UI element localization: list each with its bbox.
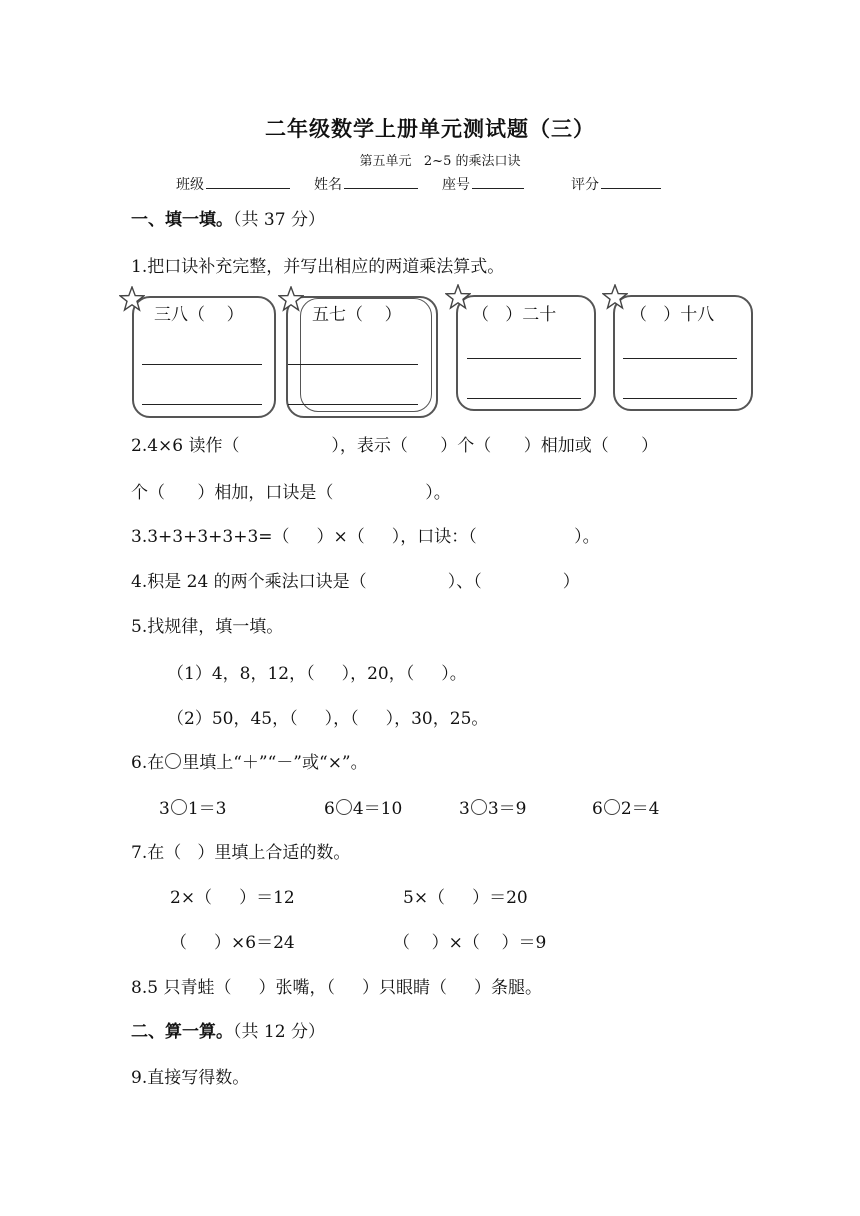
seat-blank[interactable] (472, 174, 524, 189)
question-7-b: 5×（ ）＝20 (403, 888, 528, 908)
answer-line[interactable] (467, 358, 581, 359)
operator-circle[interactable] (471, 799, 487, 815)
question-2-line-1: 2.4×6 读作（ ），表示（ ）个（ ）相加或（ ） (131, 436, 659, 456)
question-7-c: （ ）×6＝24 (170, 933, 295, 953)
answer-line[interactable] (142, 364, 262, 365)
circle-icon (165, 753, 181, 769)
seat-label: 座号 (442, 177, 470, 193)
operator-item-4 (592, 794, 659, 819)
question-3: 3.3+3+3+3+3=（ ）×（ ），口诀：（ ）。 (131, 527, 600, 547)
question-5: 5.找规律，填一填。 (131, 617, 284, 637)
section-heading-2-points: （共 12 分） (233, 1022, 325, 1042)
page-subtitle: 第五单元 2~5 的乘法口诀 (359, 154, 521, 169)
score-field[interactable] (571, 174, 661, 194)
answer-line[interactable] (288, 404, 418, 405)
section-heading-1-text: 一、填一填。 (131, 210, 233, 230)
class-label: 班级 (176, 177, 204, 193)
class-field[interactable] (176, 174, 290, 194)
question-6 (131, 748, 368, 773)
star-icon (119, 286, 145, 312)
answer-line[interactable] (623, 358, 737, 359)
question-7: 7.在（ ）里填上合适的数。 (131, 843, 351, 863)
question-5-sub-2: （2）50，45，（ ），（ ），30，25。 (167, 709, 489, 729)
seat-field[interactable] (442, 174, 524, 194)
card-4-prompt: （ ）十八 (630, 305, 715, 325)
card-2-prompt: 五七（ ） (312, 305, 402, 325)
answer-line[interactable] (288, 364, 418, 365)
operator-circle[interactable] (604, 799, 620, 815)
operator-circle[interactable] (171, 799, 187, 815)
card-3-prompt: （ ）二十 (472, 305, 557, 325)
question-4: 4.积是 24 的两个乘法口诀是（ ）、（ ） (131, 572, 580, 592)
question-9: 9.直接写得数。 (131, 1068, 250, 1088)
answer-line[interactable] (467, 398, 581, 399)
section-heading-1 (131, 205, 325, 230)
name-field[interactable] (314, 174, 418, 194)
operator-item-3 (459, 794, 526, 819)
score-blank[interactable] (601, 174, 661, 189)
question-8: 8.5 只青蛙（ ）张嘴，（ ）只眼睛（ ）条腿。 (131, 978, 542, 998)
operand: 1＝3 (187, 799, 227, 819)
operand: 6 (592, 799, 603, 819)
class-blank[interactable] (206, 174, 290, 189)
name-blank[interactable] (344, 174, 418, 189)
question-6-prefix: 6.在 (131, 753, 165, 773)
score-label: 评分 (571, 177, 599, 193)
operand: 6 (324, 799, 335, 819)
operator-item-2 (324, 794, 402, 819)
operator-item-1 (159, 794, 226, 819)
answer-line[interactable] (142, 404, 262, 405)
question-6-suffix: 里填上“＋”“－”或“×”。 (182, 753, 368, 773)
page-title: 二年级数学上册单元测试题（三） (265, 117, 595, 141)
name-label: 姓名 (314, 177, 342, 193)
question-2-line-2: 个（ ）相加，口诀是（ ）。 (131, 483, 451, 503)
card-1-prompt: 三八（ ） (154, 305, 244, 325)
question-7-d: （ ）×（ ）＝9 (393, 933, 547, 953)
star-icon (445, 284, 471, 310)
star-icon (278, 286, 304, 312)
section-heading-2 (131, 1017, 325, 1042)
operand: 3 (459, 799, 470, 819)
operand: 2＝4 (620, 799, 660, 819)
operand: 3 (159, 799, 170, 819)
operator-circle[interactable] (336, 799, 352, 815)
question-7-a: 2×（ ）＝12 (170, 888, 295, 908)
section-heading-2-text: 二、算一算。 (131, 1022, 233, 1042)
question-1: 1.把口诀补充完整，并写出相应的两道乘法算式。 (131, 257, 505, 277)
operand: 4＝10 (352, 799, 403, 819)
star-icon (602, 284, 628, 310)
section-heading-1-points: （共 37 分） (233, 210, 325, 230)
answer-line[interactable] (623, 398, 737, 399)
question-5-sub-1: （1）4，8，12，（ ），20，（ ）。 (167, 664, 467, 684)
operand: 3＝9 (487, 799, 527, 819)
